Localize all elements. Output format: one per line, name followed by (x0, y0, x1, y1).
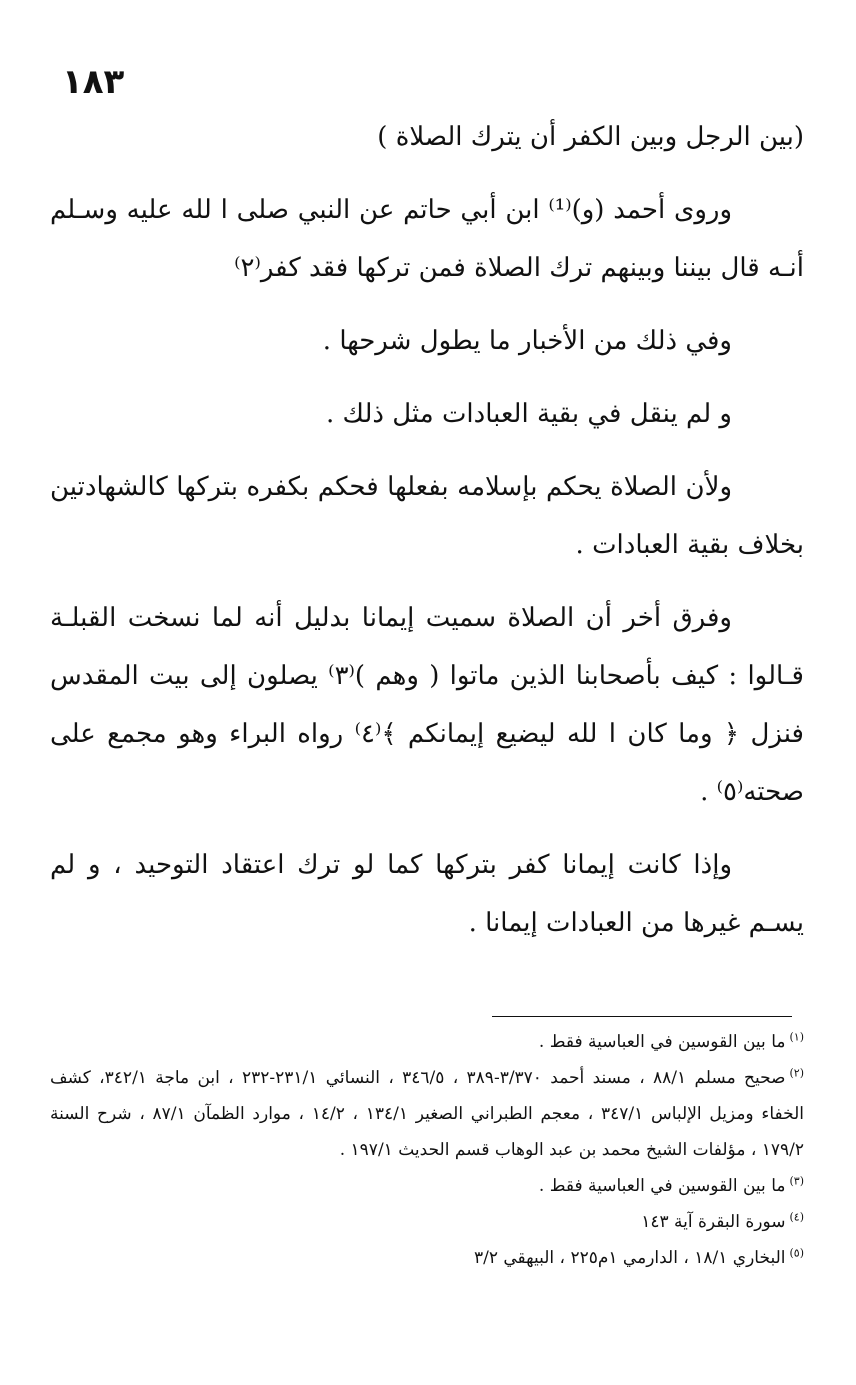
footnotes (50, 1024, 804, 1276)
footnote-marker: (٣) (789, 1174, 804, 1188)
paragraph-3: وفي ذلك من الأخبار ما يطول شرحها . (322, 326, 732, 356)
footnote-marker: (٢) (789, 1066, 805, 1080)
footnote-marker: (٥) (789, 1246, 804, 1260)
footnote-5 (50, 1240, 804, 1276)
footnote-3 (50, 1168, 804, 1204)
footnote-text: البخاري ١٨/١ ، الدارمي ١م٢٢٥ ، البيهقي ٣/٢ (473, 1248, 786, 1268)
paragraph-5: ولأن الصلاة يحكم بإسلامه بفعلها فحكم بكفره بتركها كالشهادتين بخلاف بقية العبادات . (50, 472, 804, 560)
footnote-2 (50, 1060, 804, 1168)
paragraph-4: و لم ينقل في بقية العبادات مثل ذلك . (326, 399, 732, 429)
footnote-divider (492, 1016, 792, 1017)
paragraph-6: وفرق أخر أن الصلاة سميت إيمانا بدليل أنه لما نسخت القبلـة قـالوا : كيف بأصحابنا الذين ماتوا ( وهم )⁽٣⁾ يصلون إلى بيت المقدس فنزل ﴿ وما كان ا لله ليضيع إيمانكم ﴾⁽٤⁾ رواه البراء وهو مجمع على صحته⁽٥⁾ . (50, 603, 804, 807)
footnote-text: صحيح مسلم ٨٨/١ ، مسند أحمد ٣/٣٧٠-٣٨٩ ، ٣٤٦/٥ ، النسائي ٢٣١/١-٢٣٢ ، ابن ماجة ٣٤٢/١، كشف الخفاء ومزيل الإلباس ٣٤٧/١ ، معجم الطبراني الصغير ١٣٤/١ ، ١٤/٢ ، موارد الظمآن ٨٧/١ ، شرح السنة ١٧٩/٢ ، مؤلفات الشيخ محمد بن عبد الوهاب قسم الحديث ١٩٧/١ . (50, 1068, 804, 1160)
footnote-marker: (٤) (789, 1210, 804, 1224)
footnote-text: ما بين القوسين في العباسية فقط . (538, 1032, 786, 1052)
paragraph-7: وإذا كانت إيمانا كفر بتركها كما لو ترك اعتقاد التوحيد ، و لم يسـم غيرها من العبادات إيمانا . (50, 850, 804, 938)
footnote-4 (50, 1204, 804, 1240)
footnote-text: ما بين القوسين في العباسية فقط . (538, 1176, 786, 1196)
paragraph-1: (بين الرجل وبين الكفر أن يترك الصلاة ) (377, 122, 804, 152)
page-number: ١٨٣ (62, 62, 125, 102)
footnote-marker: (١) (789, 1030, 804, 1044)
footnote-1 (50, 1024, 804, 1060)
footnote-text: سورة البقرة آية ١٤٣ (641, 1212, 786, 1232)
main-text (50, 108, 804, 967)
paragraph-2: وروى أحمد (و)⁽¹⁾ ابن أبي حاتم عن النبي صلى ا لله عليه وسـلم أنـه قال بيننا وبينهم ترك الصلاة فمن تركها فقد كفر⁽٢⁾ (50, 195, 804, 283)
